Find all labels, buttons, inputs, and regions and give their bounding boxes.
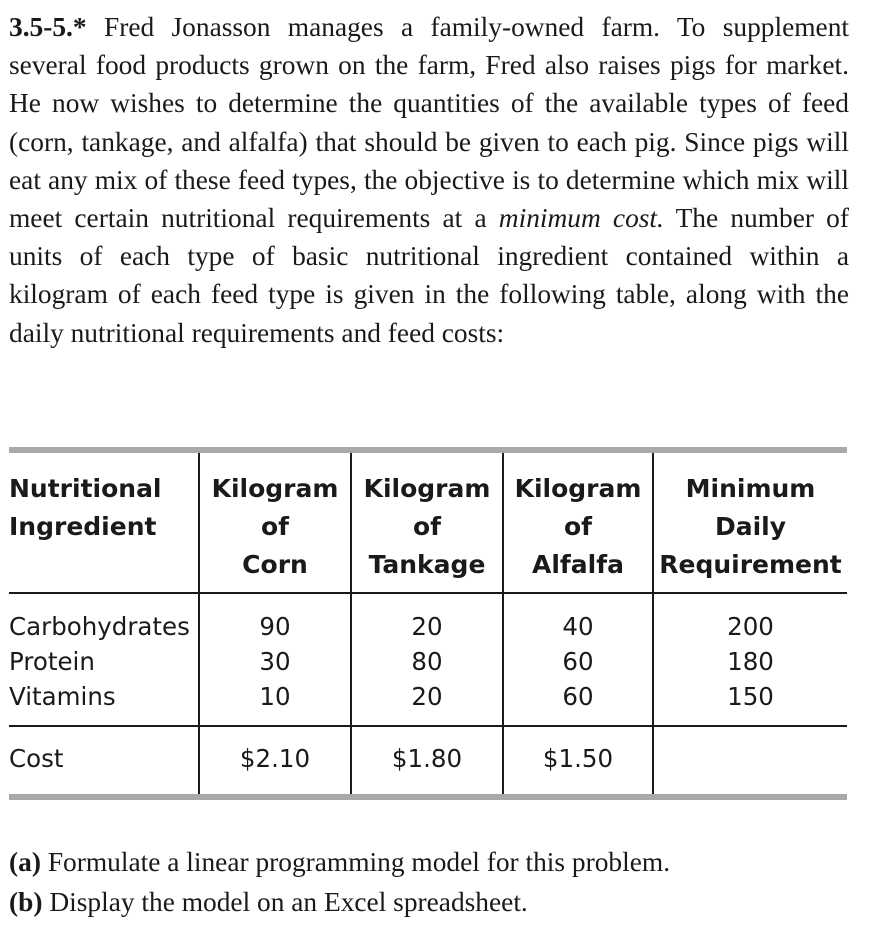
- nutrition-table: [9, 447, 847, 801]
- row-label-vitamins: Vitamins: [9, 682, 116, 711]
- cell-vitamins-tankage: 20: [411, 682, 443, 711]
- table-cost-rule: [9, 725, 847, 727]
- part-b: [9, 882, 849, 922]
- problem-statement: [9, 8, 849, 352]
- cell-carbohydrates-requirement: 200: [727, 612, 774, 641]
- problem-text-part2: The number of units of each type of basic nutritional ingredient contained within a kilogram of each feed type is given in the following table, along with the daily nutritional requirements and feed costs:: [9, 203, 849, 348]
- cell-vitamins-alfalfa: 60: [562, 682, 594, 711]
- header-minimum-requirement: Minimum Daily Requirement: [659, 474, 842, 579]
- cell-vitamins-requirement: 150: [727, 682, 774, 711]
- cell-carbohydrates-alfalfa: 40: [562, 612, 594, 641]
- cell-carbohydrates-tankage: 20: [411, 612, 443, 641]
- table-header-rule: [9, 592, 847, 594]
- header-tankage: Kilogram of Tankage: [363, 474, 491, 579]
- table-bottom-rule: [9, 794, 847, 800]
- cell-carbohydrates-corn: 90: [259, 612, 291, 641]
- part-a-label: (a): [9, 847, 41, 877]
- cell-cost-tankage: $1.80: [391, 744, 463, 773]
- row-label-protein: Protein: [9, 647, 95, 676]
- part-b-label: (b): [9, 887, 43, 917]
- header-corn: Kilogram of Corn: [211, 474, 339, 579]
- problem-emphasis: minimum cost.: [498, 203, 664, 234]
- row-label-cost: Cost: [9, 744, 64, 773]
- header-alfalfa: Kilogram of Alfalfa: [514, 474, 642, 579]
- part-b-text: Display the model on an Excel spreadsheet.: [49, 887, 528, 917]
- cell-vitamins-corn: 10: [259, 682, 291, 711]
- cell-cost-alfalfa: $1.50: [542, 744, 614, 773]
- problem-number: 3.5-5.*: [9, 12, 87, 42]
- row-label-carbohydrates: Carbohydrates: [9, 612, 190, 641]
- cell-protein-corn: 30: [259, 647, 291, 676]
- part-a-text: Formulate a linear programming model for this problem.: [47, 847, 671, 877]
- cell-cost-corn: $2.10: [239, 744, 311, 773]
- part-a: [9, 842, 849, 882]
- problem-parts: [9, 842, 849, 922]
- table-top-rule: [9, 447, 847, 453]
- cell-protein-requirement: 180: [727, 647, 774, 676]
- cell-protein-alfalfa: 60: [562, 647, 594, 676]
- header-nutritional-ingredient: Nutritional Ingredient: [9, 474, 162, 541]
- problem-text-part1: Fred Jonasson manages a family-owned farm. To supplement several food products grown on the farm, Fred also raises pigs for market. He now wishes to determine the quantities of the available types of feed (corn, tankage, and alfalfa) that should be given to each pig. Since pigs will eat any mix of these feed types, the objective is to determine which mix will meet certain nutritional requirements at a: [9, 12, 849, 234]
- cell-protein-tankage: 80: [411, 647, 443, 676]
